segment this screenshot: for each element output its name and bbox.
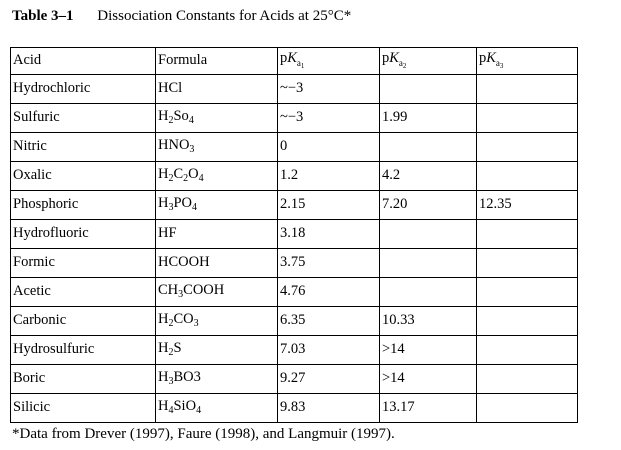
table-row <box>11 191 578 220</box>
table-row <box>11 104 578 133</box>
formula-cell: HF <box>156 220 278 249</box>
pka3-cell: 12.35 <box>477 191 578 220</box>
acid-name-cell: Hydrochloric <box>11 75 156 104</box>
pka1-cell: 6.35 <box>278 307 380 336</box>
table-caption <box>12 8 351 25</box>
pka2-cell: 13.17 <box>380 394 477 423</box>
acid-name-cell: Hydrosulfuric <box>11 336 156 365</box>
acid-name-cell: Oxalic <box>11 162 156 191</box>
header-pka3: $pK_{a_3}$ <box>477 48 578 75</box>
pka2-cell <box>380 133 477 162</box>
table-row <box>11 249 578 278</box>
pka1-cell: 1.2 <box>278 162 380 191</box>
pka2-cell: 1.99 <box>380 104 477 133</box>
table-body <box>11 75 578 423</box>
pka1-cell: 2.15 <box>278 191 380 220</box>
pka3-cell <box>477 75 578 104</box>
acid-name-cell: Formic <box>11 249 156 278</box>
pka2-cell: 7.20 <box>380 191 477 220</box>
pka2-cell: 4.2 <box>380 162 477 191</box>
formula-cell: $H_2C_2O_4$ <box>156 162 278 191</box>
pka3-cell <box>477 307 578 336</box>
table-title: Dissociation Constants for Acids at 25°C* <box>97 8 352 24</box>
pka2-cell <box>380 278 477 307</box>
pka1-cell: 3.75 <box>278 249 380 278</box>
pka1-cell: 4.76 <box>278 278 380 307</box>
table-number: Table 3–1 <box>12 8 74 24</box>
pka3-cell <box>477 162 578 191</box>
formula-cell: HCOOH <box>156 249 278 278</box>
formula-cell: $H_2S$ <box>156 336 278 365</box>
pka2-cell <box>380 249 477 278</box>
table-row <box>11 278 578 307</box>
pka1-cell: 9.83 <box>278 394 380 423</box>
acid-name-cell: Acetic <box>11 278 156 307</box>
formula-cell: $H_2CO_3$ <box>156 307 278 336</box>
pka3-cell <box>477 249 578 278</box>
pka2-cell <box>380 75 477 104</box>
pka1-cell: ~−3 <box>278 75 380 104</box>
table-footnote: *Data from Drever (1997), Faure (1998), and Langmuir (1997). <box>12 426 395 442</box>
header-pka2: $pK_{a_2}$ <box>380 48 477 75</box>
header-pka1: $pK_{a_1}$ <box>278 48 380 75</box>
header-acid: Acid <box>11 48 156 75</box>
formula-cell: HCl <box>156 75 278 104</box>
formula-cell: $H_2So_4$ <box>156 104 278 133</box>
pka2-cell: 10.33 <box>380 307 477 336</box>
acid-name-cell: Carbonic <box>11 307 156 336</box>
pka2-cell <box>380 220 477 249</box>
pka1-cell: 7.03 <box>278 336 380 365</box>
pka1-cell: ~−3 <box>278 104 380 133</box>
header-formula: Formula <box>156 48 278 75</box>
table-row <box>11 394 578 423</box>
formula-cell: $H_3PO_4$ <box>156 191 278 220</box>
pka3-cell <box>477 365 578 394</box>
pka3-cell <box>477 104 578 133</box>
table-row <box>11 365 578 394</box>
formula-cell: $CH_3COOH$ <box>156 278 278 307</box>
dissociation-constants-table <box>10 47 578 423</box>
acid-name-cell: Silicic <box>11 394 156 423</box>
pka1-cell: 0 <box>278 133 380 162</box>
pka3-cell <box>477 133 578 162</box>
pka1-cell: 9.27 <box>278 365 380 394</box>
pka3-cell <box>477 220 578 249</box>
acid-name-cell: Nitric <box>11 133 156 162</box>
acid-name-cell: Boric <box>11 365 156 394</box>
formula-cell: $H_3BO3$ <box>156 365 278 394</box>
pka1-cell: 3.18 <box>278 220 380 249</box>
header-row <box>11 48 578 75</box>
acid-name-cell: Hydrofluoric <box>11 220 156 249</box>
table-row <box>11 133 578 162</box>
acid-name-cell: Phosphoric <box>11 191 156 220</box>
table-row <box>11 336 578 365</box>
table-row <box>11 75 578 104</box>
acid-name-cell: Sulfuric <box>11 104 156 133</box>
pka3-cell <box>477 278 578 307</box>
pka2-cell: >14 <box>380 365 477 394</box>
table-row <box>11 162 578 191</box>
table-row <box>11 220 578 249</box>
formula-cell: $H_4SiO_4$ <box>156 394 278 423</box>
pka3-cell <box>477 336 578 365</box>
pka2-cell: >14 <box>380 336 477 365</box>
pka3-cell <box>477 394 578 423</box>
formula-cell: $HNO_3$ <box>156 133 278 162</box>
table-row <box>11 307 578 336</box>
